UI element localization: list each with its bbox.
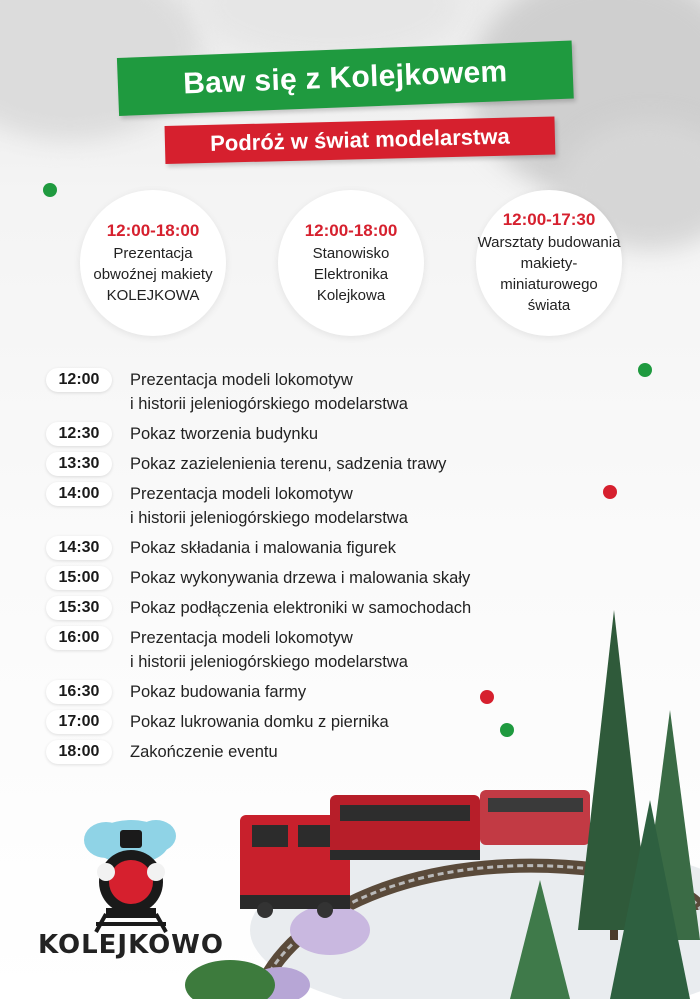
schedule-time: 15:00: [46, 566, 112, 590]
highlight-desc-line: Warsztaty budowania: [477, 234, 621, 251]
schedule-row: [46, 422, 606, 446]
schedule-time: 16:00: [46, 626, 112, 650]
schedule-desc-line: i historii jeleniogórskiego modelarstwa: [130, 509, 408, 527]
highlight-desc-line: KOLEJKOWA: [106, 286, 200, 304]
schedule-desc: [130, 452, 446, 476]
highlight-desc-line: Elektronika: [313, 265, 389, 283]
schedule-desc-line: Pokaz budowania farmy: [130, 683, 307, 701]
red-railcar: [330, 795, 480, 860]
schedule-time: 12:30: [46, 422, 112, 446]
schedule-time: 13:30: [46, 452, 112, 476]
schedule-time: 12:00: [46, 368, 112, 392]
schedule-desc-line: Pokaz zazielenienia terenu, sadzenia trawy: [130, 455, 447, 473]
schedule-desc-line: Pokaz tworzenia budynku: [130, 425, 319, 443]
schedule-desc-line: Pokaz składania i malowania figurek: [130, 539, 396, 557]
highlight-circle-2: [278, 190, 424, 336]
schedule-time: 14:00: [46, 482, 112, 506]
schedule-desc: [130, 566, 470, 590]
schedule-desc: [130, 368, 408, 416]
page-subtitle: Podróż w świat modelarstwa: [209, 123, 510, 156]
schedule-desc-line: Pokaz lukrowania domku z piernika: [130, 713, 389, 731]
schedule-time: 15:30: [46, 596, 112, 620]
schedule-time: 14:30: [46, 536, 112, 560]
highlight-desc-line: obwoźnej makiety: [93, 265, 213, 283]
schedule-desc: [130, 536, 396, 560]
schedule-time: 18:00: [46, 740, 112, 764]
page-title: Baw się z Kolejkowem: [182, 55, 509, 101]
schedule-time: 16:30: [46, 680, 112, 704]
logo-wordmark: KOLEJKOWO: [38, 930, 224, 960]
schedule-desc-line: Prezentacja modeli lokomotyw: [130, 629, 353, 647]
subtitle-banner: [165, 116, 556, 164]
highlight-desc-line: makiety-miniaturowego: [500, 255, 598, 293]
schedule-row: [46, 482, 606, 530]
schedule-row: [46, 452, 606, 476]
highlight-time: 12:00-18:00: [106, 220, 200, 240]
schedule-desc-line: Pokaz podłączenia elektroniki w samochodach: [130, 599, 472, 617]
highlight-circle-3: [476, 190, 622, 336]
highlight-desc-line: Stanowisko: [312, 244, 390, 262]
schedule-desc: [130, 482, 408, 530]
highlight-desc-line: Prezentacja: [113, 244, 193, 262]
schedule-desc-line: Zakończenie eventu: [130, 743, 278, 761]
schedule-row: [46, 566, 606, 590]
schedule-desc-line: Prezentacja modeli lokomotyw: [130, 485, 353, 503]
locomotive-icon: [84, 820, 176, 932]
schedule-desc-line: Pokaz wykonywania drzewa i malowania skały: [130, 569, 471, 587]
bush: [185, 960, 275, 999]
highlight-desc-line: świata: [527, 297, 571, 314]
green-dot: [43, 183, 57, 197]
red-railcar: [480, 790, 590, 845]
highlight-desc-line: Kolejkowa: [316, 286, 386, 304]
highlight-time: 12:00-18:00: [304, 220, 398, 240]
schedule-desc-line: i historii jeleniogórskiego modelarstwa: [130, 653, 408, 671]
highlight-circle-1: [80, 190, 226, 336]
schedule-row: [46, 368, 606, 416]
schedule-time: 17:00: [46, 710, 112, 734]
schedule-desc-line: Prezentacja modeli lokomotyw: [130, 371, 353, 389]
schedule-desc-line: i historii jeleniogórskiego modelarstwa: [130, 395, 408, 413]
train-diorama-illustration: [180, 600, 700, 999]
highlight-time: 12:00-17:30: [502, 210, 596, 229]
green-dot: [638, 363, 652, 377]
schedule-desc: [130, 422, 318, 446]
schedule-row: [46, 536, 606, 560]
